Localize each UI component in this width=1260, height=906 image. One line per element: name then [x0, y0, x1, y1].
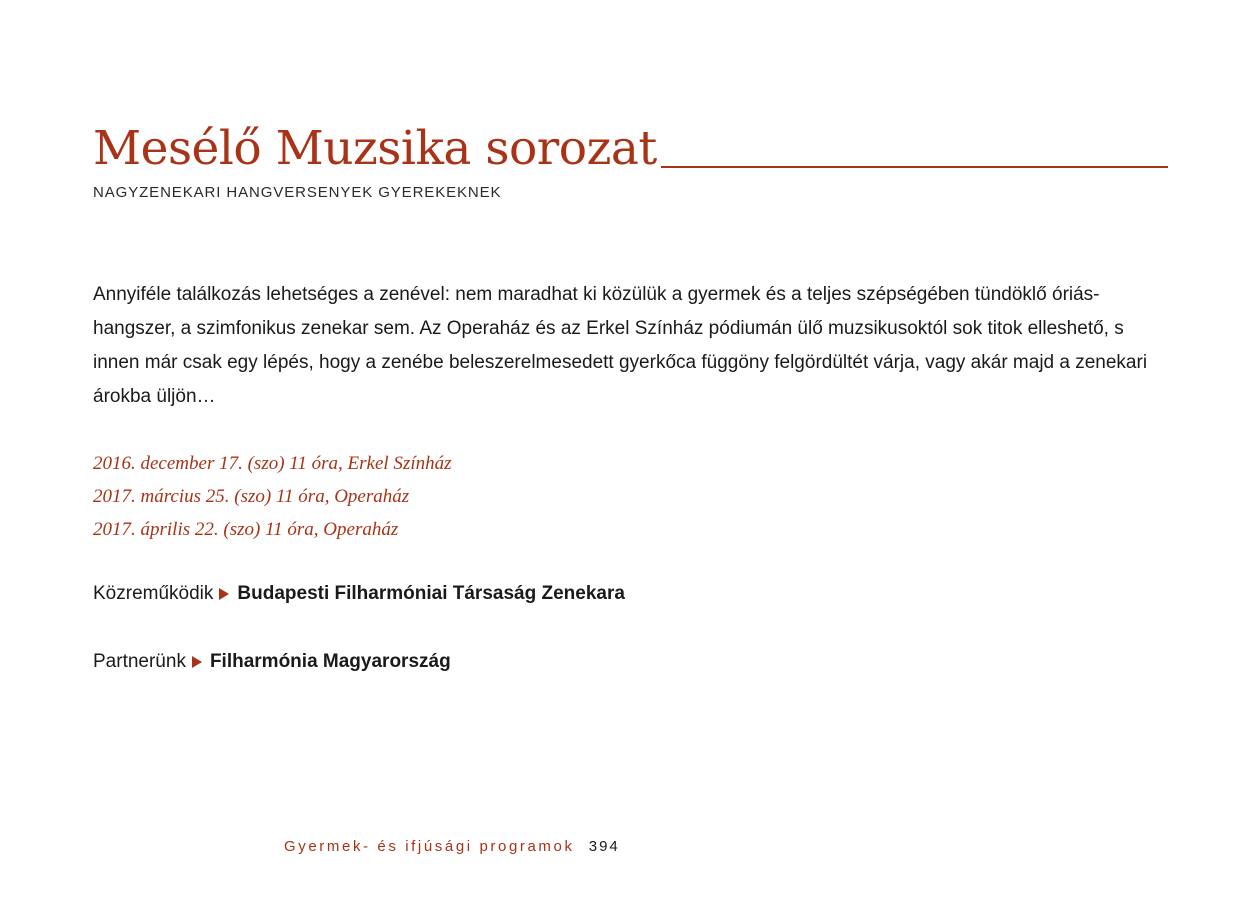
- date-item: 2016. december 17. (szo) 11 óra, Erkel Színház: [93, 453, 452, 474]
- date-item: 2017. április 22. (szo) 11 óra, Operaház: [93, 519, 399, 540]
- triangle-right-icon: [192, 656, 202, 668]
- performer-label: Közreműködik: [93, 583, 214, 604]
- page-number: 394: [588, 838, 620, 855]
- title-row: [93, 120, 1168, 178]
- partner-label: Partnerünk: [93, 651, 186, 672]
- footer-section-title: Gyermek- és ifjúsági programok: [284, 838, 575, 855]
- triangle-right-icon: [219, 588, 229, 600]
- performance-dates: [93, 447, 452, 546]
- performer-credit: [93, 583, 625, 605]
- intro-paragraph: Annyiféle találkozás lehetséges a zenével: nem maradhat ki közülük a gyermek és a teljes szépségében tündöklő óriás-hangszer, a szimfonikus zenekar sem. Az Operaház és az Erkel Színház pódiumán ülő muzsikusoktól sok titok elleshető, s innen már csak egy lépés, hogy a zenébe beleszerelmesedett gyerkőca függöny felgördültét várja, vagy akár majd a zenekari árokba üljön…: [93, 284, 1148, 407]
- page-title: Mesélő Muzsika sorozat: [93, 121, 657, 176]
- partner-name: Filharmónia Magyarország: [209, 651, 451, 672]
- page-footer: [284, 838, 620, 855]
- date-item: 2017. március 25. (szo) 11 óra, Operaház: [93, 486, 410, 507]
- performer-name: Budapesti Filharmóniai Társaság Zenekara: [237, 583, 625, 604]
- page-subtitle: NAGYZENEKARI HANGVERSENYEK GYEREKEKNEK: [93, 184, 502, 201]
- partner-credit: [93, 651, 451, 673]
- title-rule: [661, 166, 1168, 168]
